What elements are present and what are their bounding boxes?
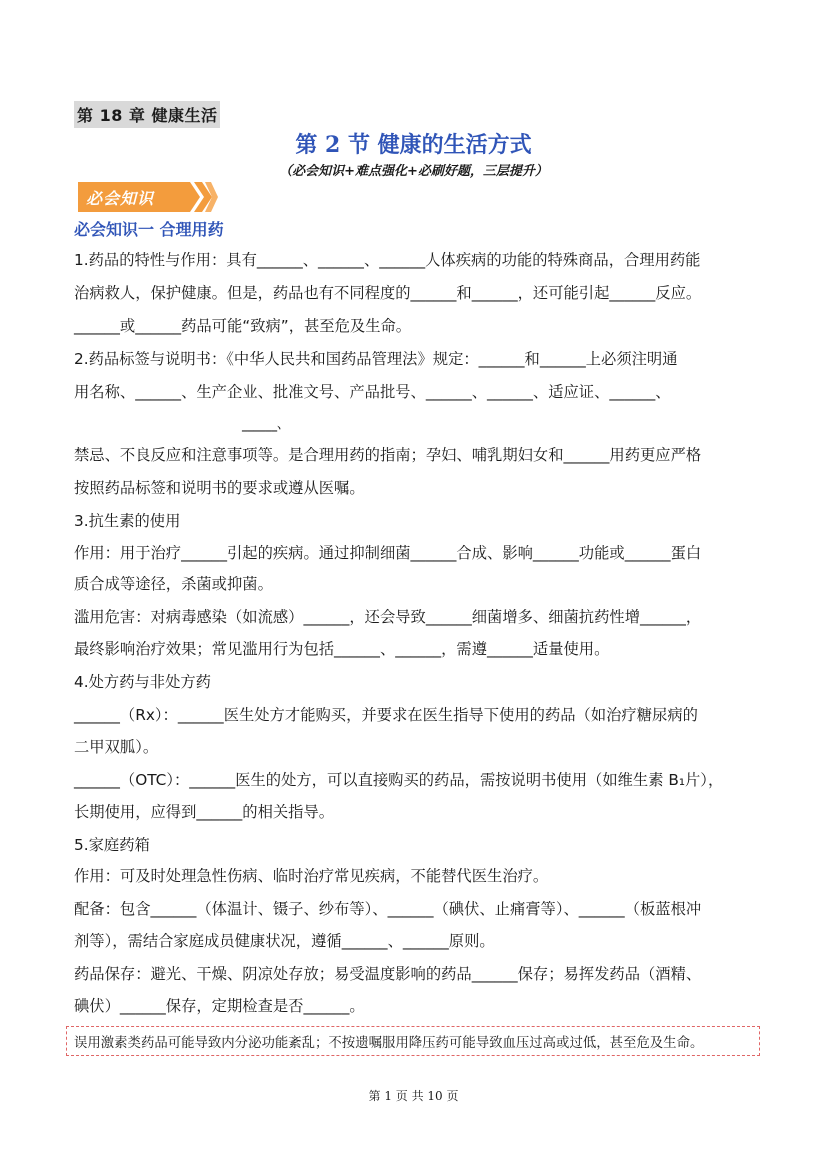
text-line: 剂等），需结合家庭成员健康状况，遵循______、______原则。 (74, 932, 495, 950)
text-line: 按照药品标签和说明书的要求或遵从医嘱。 (74, 479, 365, 497)
text-line: 4.处方药与非处方药 (74, 673, 211, 691)
must-know-badge (78, 182, 218, 212)
text-line: ______（Rx）：______医生处方才能购买，并要求在医生指导下使用的药品（如治疗糖尿病的 (74, 706, 698, 724)
text-line: ______或______药品可能“致病”，甚至危及生命。 (74, 317, 412, 335)
text-line: 质合成等途径，杀菌或抑菌。 (74, 575, 273, 593)
page-footer: 第 1 页 共 10 页 (368, 1089, 459, 1103)
text-line: 作用：可及时处理急性伤病、临时治疗常见疾病，不能替代医生治疗。 (74, 867, 549, 885)
chapter-heading: 第 18 章 健康生活 (74, 101, 220, 128)
text-line: 长期使用，应得到______的相关指导。 (74, 803, 335, 821)
text-line: 碘伏）______保存，定期检查是否______。 (74, 997, 365, 1015)
text-line: 禁忌、不良反应和注意事项等。是合理用药的指南；孕妇、哺乳期妇女和______用药更应严格 (74, 446, 702, 464)
text-line: 5.家庭药箱 (74, 836, 150, 854)
text-line: 治病救人，保护健康。但是，药品也有不同程度的______和______，还可能引起______反应。 (74, 284, 702, 302)
text-line: 作用：用于治疗______引起的疾病。通过抑制细菌______合成、影响______功能或______蛋白 (74, 544, 702, 562)
text-line: ______（OTC）：______医生的处方，可以直接购买的药品，需按说明书使用（如维生素 B₁片）， (74, 771, 724, 789)
warning-note (66, 1026, 760, 1056)
badge-label: 必会知识 (86, 189, 155, 208)
text-line: 最终影响治疗效果；常见滥用行为包括______、______，需遵______适量使用。 (74, 640, 610, 658)
knowledge-heading: 必会知识一 合理用药 (74, 220, 224, 239)
section-title: 第 2 节 健康的生活方式 (295, 132, 532, 158)
subtitle: （必会知识+难点强化+必刷好题，三层提升） (279, 164, 548, 179)
text-line: 二甲双胍）。 (74, 738, 159, 756)
text-line: 2.药品标签与说明书：《中华人民共和国药品管理法》规定：______和______上必须注明通 (74, 350, 678, 368)
text-line: 药品保存：避光、干燥、阴凉处存放；易受温度影响的药品______保存；易挥发药品（酒精、 (74, 965, 702, 983)
text-line: 配备：包含______（体温计、镊子、纱布等）、______（碘伏、止痛膏等）、______（板蓝根冲 (74, 900, 702, 918)
text-line: ______、 (242, 414, 289, 432)
text-line: 1.药品的特性与作用：具有______、______、______人体疾病的功能的特殊商品，合理用药能 (74, 251, 701, 269)
warning-note-text: 误用激素类药品可能导致内分泌功能紊乱；不按遗嘱服用降压药可能导致血压过高或过低，甚至危及生命。 (74, 1036, 704, 1051)
text-line: 滥用危害：对病毒感染（如流感）______，还会导致______细菌增多、细菌抗药性增______， (74, 608, 702, 626)
text-line: 3.抗生素的使用 (74, 512, 181, 530)
text-line: 用名称、______、生产企业、批准文号、产品批号、______、______、适应证、______、 (74, 383, 671, 401)
